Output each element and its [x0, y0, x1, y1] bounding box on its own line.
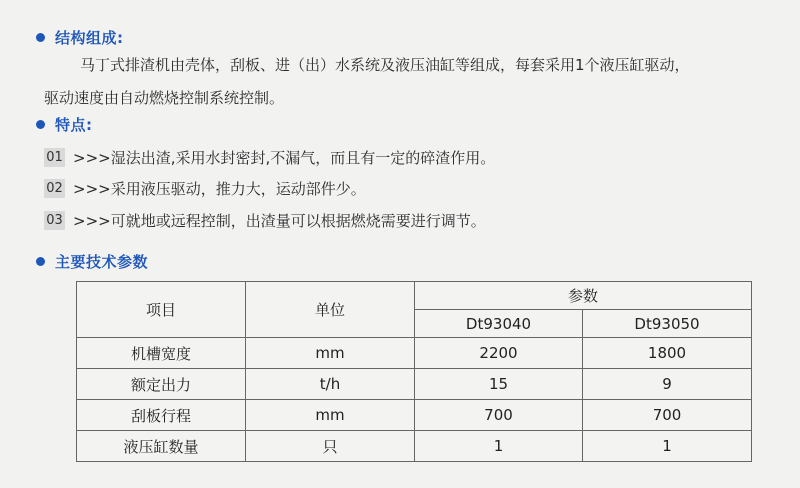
- cell-unit: t/h: [246, 369, 415, 400]
- spec-table: [76, 281, 752, 462]
- cell-value: 1800: [583, 338, 752, 369]
- cell-value: 9: [583, 369, 752, 400]
- bullet-dot-icon: [36, 33, 45, 42]
- structure-heading-text: 结构组成:: [55, 28, 124, 47]
- bullet-dot-icon: [36, 120, 45, 129]
- header-model: Dt93040: [415, 310, 583, 338]
- feature-text: >>>采用液压驱动，推力大，运动部件少。: [73, 179, 366, 198]
- feature-item: [44, 176, 366, 200]
- table-header-row: [77, 282, 752, 310]
- cell-value: 700: [415, 400, 583, 431]
- structure-paragraph-line-1: 马丁式排渣机由壳体，刮板、进（出）水系统及液压油缸等组成，每套采用1个液压缸驱动，: [80, 56, 690, 74]
- features-heading-text: 特点:: [55, 115, 93, 134]
- cell-unit: mm: [246, 400, 415, 431]
- feature-number-badge: 01: [44, 148, 65, 167]
- cell-item: 额定出力: [77, 369, 246, 400]
- feature-text: >>>可就地或远程控制，出渣量可以根据燃烧需要进行调节。: [73, 211, 486, 230]
- feature-item: [44, 145, 495, 169]
- features-heading: [36, 113, 93, 135]
- cell-value: 15: [415, 369, 583, 400]
- cell-value: 1: [583, 431, 752, 462]
- table-row: [77, 338, 752, 369]
- cell-value: 2200: [415, 338, 583, 369]
- cell-value: 1: [415, 431, 583, 462]
- feature-number-badge: 03: [44, 211, 65, 230]
- cell-item: 液压缸数量: [77, 431, 246, 462]
- cell-value: 700: [583, 400, 752, 431]
- structure-paragraph-line-2: 驱动速度由自动燃烧控制系统控制。: [44, 89, 285, 107]
- cell-item: 机槽宽度: [77, 338, 246, 369]
- bullet-dot-icon: [36, 257, 45, 266]
- specs-heading: [36, 250, 148, 272]
- structure-heading: [36, 26, 124, 48]
- table-row: [77, 400, 752, 431]
- cell-unit: mm: [246, 338, 415, 369]
- header-params: 参数: [415, 282, 752, 310]
- header-unit: 单位: [246, 282, 415, 338]
- header-item: 项目: [77, 282, 246, 338]
- specs-heading-text: 主要技术参数: [55, 252, 149, 271]
- feature-item: [44, 208, 486, 232]
- cell-unit: 只: [246, 431, 415, 462]
- header-model: Dt93050: [583, 310, 752, 338]
- table-row: [77, 369, 752, 400]
- feature-number-badge: 02: [44, 179, 65, 198]
- cell-item: 刮板行程: [77, 400, 246, 431]
- feature-text: >>>湿法出渣,采用水封密封,不漏气，而且有一定的碎渣作用。: [73, 148, 496, 167]
- table-row: [77, 431, 752, 462]
